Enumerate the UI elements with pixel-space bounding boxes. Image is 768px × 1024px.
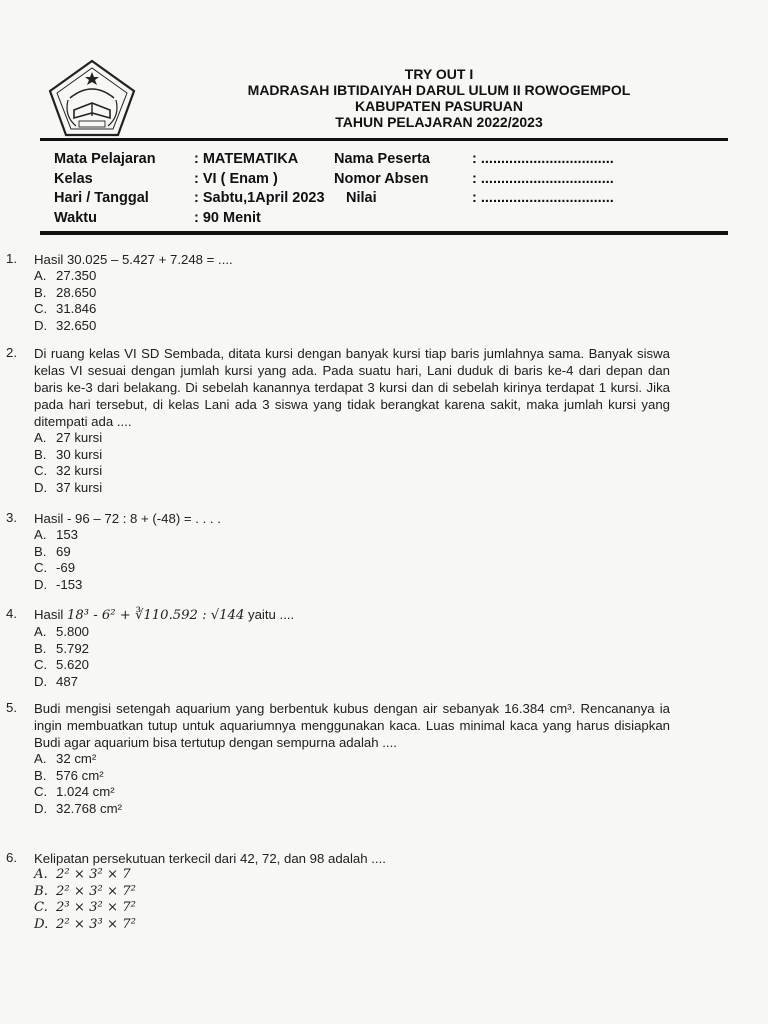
question-number: 4. bbox=[6, 606, 17, 621]
question-number: 1. bbox=[6, 251, 17, 266]
absen-field[interactable]: : ................................. bbox=[472, 170, 614, 187]
option-c[interactable]: C. 31.846 bbox=[34, 301, 97, 316]
name-label: Nama Peserta bbox=[334, 151, 430, 167]
option-b[interactable]: B. 5.792 bbox=[34, 640, 90, 656]
class-label: Kelas bbox=[54, 170, 93, 187]
header-divider-top bbox=[40, 138, 728, 141]
title-line-1: TRY OUT I bbox=[404, 66, 474, 82]
option-d[interactable]: D. 37 kursi bbox=[34, 479, 103, 495]
option-a[interactable]: A. 27.350 bbox=[34, 268, 97, 283]
class-value: : VI ( Enam ) bbox=[194, 170, 278, 187]
nilai-label: Nilai bbox=[346, 190, 377, 206]
option-a[interactable]: A. 27 kursi bbox=[34, 430, 103, 445]
question-stem: Budi mengisi setengah aquarium yang berbentuk kubus dengan air sebanyak 16.384 cm³. Rencananya ia ingin membuatkan tutup untuk aquariumnya menggunakan kaca. Luas minimal kaca yang harus disiapkan Budi agar aquarium bisa tertutup dengan sempurna adalah .... bbox=[34, 701, 670, 750]
option-a[interactable]: A. 32 cm² bbox=[34, 751, 97, 766]
date-value: : Sabtu,1April 2023 bbox=[194, 190, 325, 206]
date-label: Hari / Tanggal bbox=[54, 190, 149, 206]
option-a[interactable]: A. 2² × 3² × 7 bbox=[34, 867, 131, 882]
option-c[interactable]: C. -69 bbox=[34, 560, 76, 575]
title-line-3: KABUPATEN PASURUAN bbox=[355, 98, 523, 114]
question-stem: Hasil 30.025 – 5.427 + 7.248 = .... bbox=[34, 252, 233, 267]
exam-info bbox=[54, 151, 694, 229]
option-a[interactable]: A. 153 bbox=[34, 527, 79, 542]
nilai-field[interactable]: : ................................. bbox=[472, 190, 614, 206]
subject-value: : MATEMATIKA bbox=[194, 151, 299, 167]
name-field[interactable]: : ................................. bbox=[472, 151, 614, 167]
option-a[interactable]: A. 5.800 bbox=[34, 624, 90, 639]
option-c[interactable]: C. 1.024 cm² bbox=[34, 784, 115, 799]
title-line-4: TAHUN PELAJARAN 2022/2023 bbox=[335, 114, 543, 130]
option-b[interactable]: B. 28.650 bbox=[34, 284, 97, 300]
option-c[interactable]: C. 32 kursi bbox=[34, 463, 103, 478]
subject-label: Mata Pelajaran bbox=[54, 151, 156, 167]
option-c[interactable]: C. 5.620 bbox=[34, 657, 90, 672]
option-b[interactable]: B. 576 cm² bbox=[34, 767, 104, 783]
question-number: 5. bbox=[6, 700, 17, 715]
option-d[interactable]: D. -153 bbox=[34, 576, 83, 592]
question-number: 3. bbox=[6, 510, 17, 525]
title-line-2: MADRASAH IBTIDAIYAH DARUL ULUM II ROWOGEMPOL bbox=[247, 82, 631, 98]
question-stem: Hasil 18³ - 6² + ∛110.592 : √144 yaitu .... bbox=[34, 607, 295, 623]
header-titles bbox=[150, 66, 728, 130]
option-d[interactable]: D. 2² × 3³ × 7² bbox=[34, 916, 136, 932]
option-b[interactable]: B. 30 kursi bbox=[34, 446, 103, 462]
question-stem: Hasil - 96 – 72 : 8 + (-48) = . . . . bbox=[34, 511, 221, 526]
math-expression: 18³ - 6² + ∛110.592 : √144 bbox=[66, 608, 245, 623]
absen-label: Nomor Absen bbox=[334, 170, 429, 187]
question-stem: Di ruang kelas VI SD Sembada, ditata kursi dengan banyak kursi tiap baris jumlahnya sama. Banyak siswa kelas VI sesuai dengan jumlah kursi yang ada. Pada suatu hari, Lani duduk di baris ke-4 dari depan dan baris ke-3 dari belakang. Di sebelah kanannya terdapat 3 kursi dan di sebelah kirinya terdapat 1 kursi. Jika pada hari tersebut, di kelas Lani ada 3 siswa yang tidak berangkat karena sakit, maka jumlah kursi yang ditempati ada .... bbox=[34, 346, 670, 429]
question-number: 6. bbox=[6, 850, 17, 865]
option-d[interactable]: D. 487 bbox=[34, 673, 79, 689]
header-divider-bottom bbox=[40, 231, 728, 235]
time-label: Waktu bbox=[54, 209, 97, 226]
option-b[interactable]: B. 2² × 3² × 7² bbox=[34, 883, 136, 899]
question-stem: Kelipatan persekutuan terkecil dari 42, 72, dan 98 adalah .... bbox=[34, 851, 386, 866]
option-b[interactable]: B. 69 bbox=[34, 543, 71, 559]
option-d[interactable]: D. 32.768 cm² bbox=[34, 800, 122, 816]
option-c[interactable]: C. 2³ × 3² × 7² bbox=[34, 900, 136, 915]
madrasah-logo bbox=[46, 58, 138, 138]
exam-header bbox=[40, 58, 728, 140]
question-number: 2. bbox=[6, 345, 17, 360]
option-d[interactable]: D. 32.650 bbox=[34, 317, 97, 333]
time-value: : 90 Menit bbox=[194, 209, 261, 226]
